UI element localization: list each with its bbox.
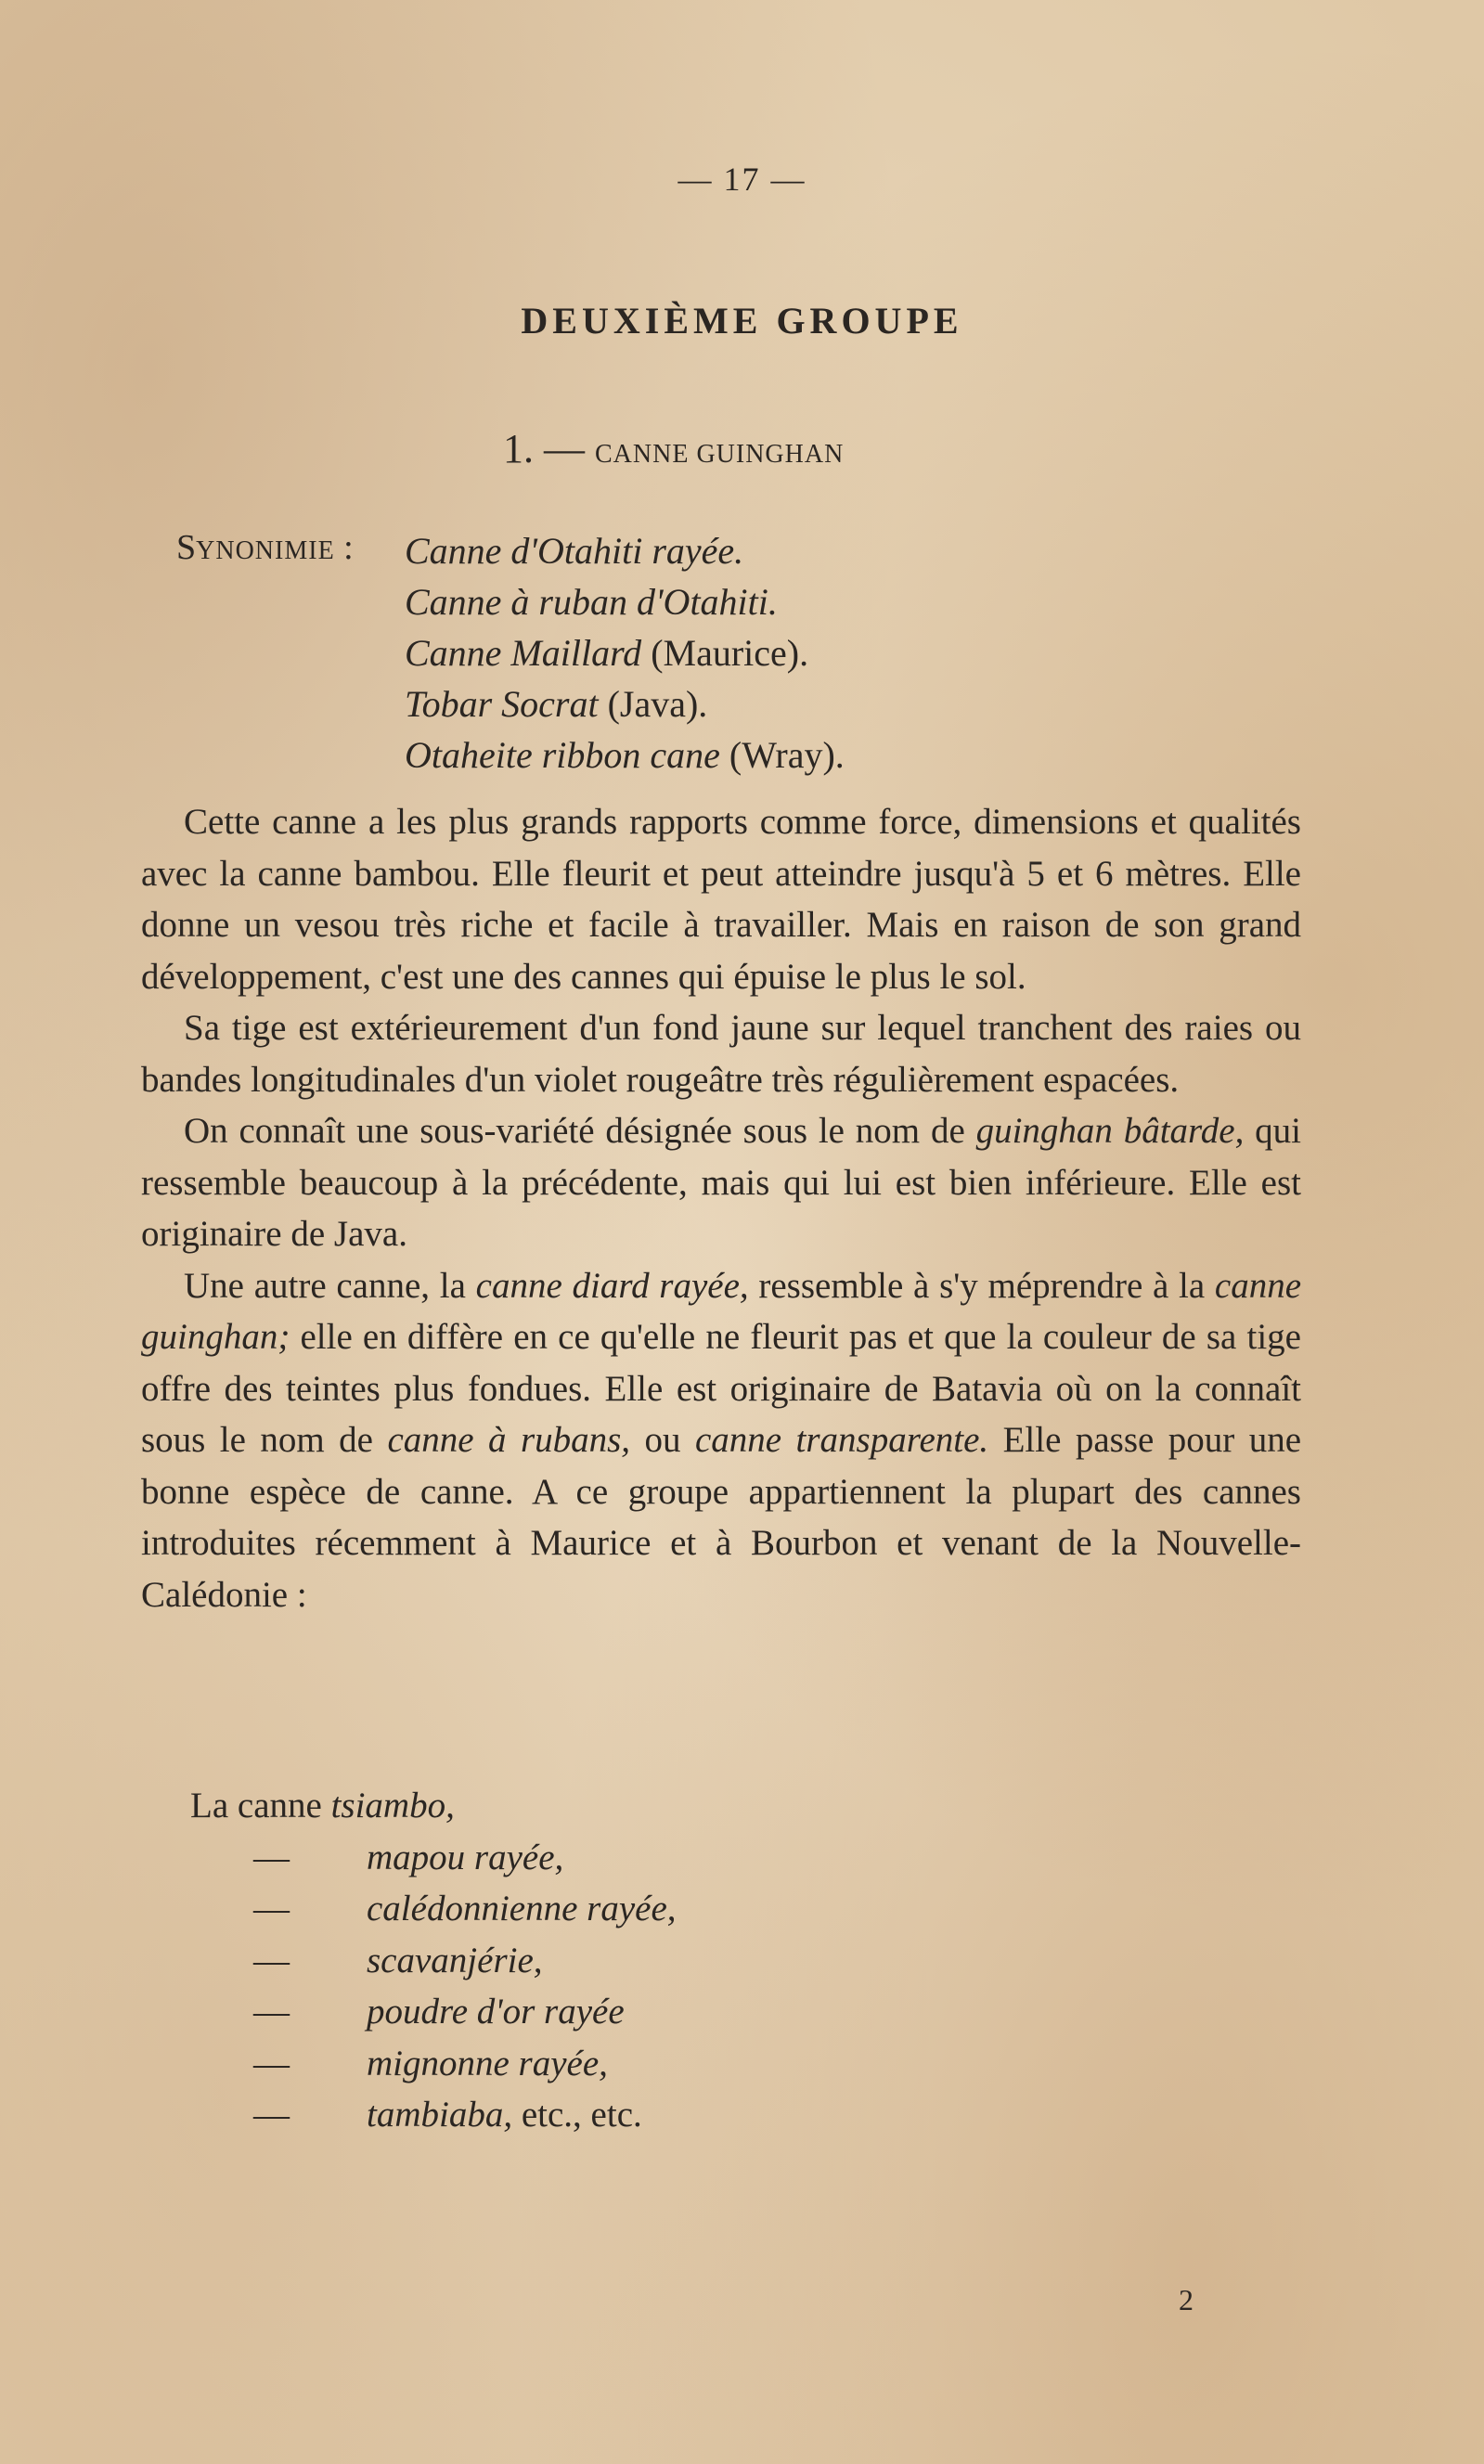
cane-item: — tambiaba, etc., etc. — [253, 2095, 642, 2135]
section-name: CANNE GUINGHAN — [595, 440, 845, 469]
synonym-item: Canne d'Otahiti rayée. — [405, 530, 744, 572]
paragraph: On connaît une sous-variété désignée sous le nom de guinghan bâtarde, qui ressemble beaucoup à la précédente, mais qui lui est bien inférieure. Elle est originaire de Java. — [141, 1111, 1301, 1254]
cane-list-intro: La canne tsiambo, — [190, 1786, 455, 1825]
page-number: — 17 — — [677, 161, 807, 198]
cane-item: — mignonne rayée, — [253, 2043, 608, 2083]
cane-list — [190, 1780, 677, 2141]
paragraph: Une autre canne, la canne diard rayée, ressemble à s'y méprendre à la canne guinghan; elle en diffère en ce qu'elle ne fleurit pas et que la couleur de sa tige offre des teintes plus fondues. Elle est originaire de Batavia où on la connaît sous le nom de canne à rubans, ou canne transparente. Elle passe pour une bonne espèce de canne. A ce groupe appartiennent la plupart des cannes introduites récemment à Maurice et à Bourbon et venant de la Nouvelle-Calédonie : — [141, 1265, 1302, 1615]
cane-item: — calédonnienne rayée, — [253, 1889, 677, 1929]
synonymie-list — [405, 525, 845, 780]
synonym-item: Canne à ruban d'Otahiti. — [405, 581, 778, 623]
cane-item: — poudre d'or rayée — [253, 1992, 625, 2032]
cane-item: — scavanjérie, — [253, 1940, 543, 1980]
paragraph: Sa tige est extérieurement d'un fond jaune sur lequel tranchent des raies ou bandes longitudinales d'un violet rougeâtre très régulièrement espacées. — [141, 1008, 1301, 1100]
group-title: DEUXIÈME GROUPE — [521, 300, 963, 342]
section-number: 1. — — [503, 426, 585, 471]
section-title — [503, 425, 844, 472]
synonym-item: Tobar Socrat (Java). — [405, 683, 708, 725]
paragraph: Cette canne a les plus grands rapports comme force, dimensions et qualités avec la canne bambou. Elle fleurit et peut atteindre jusqu'à 5 et 6 mètres. Elle donne un vesou très riche et facile à travailler. Mais en raison de son grand développement, c'est une des cannes qui épuise le plus le sol. — [141, 802, 1301, 997]
cane-item: — mapou rayée, — [253, 1837, 564, 1877]
synonymie-label: SYNONIMIE : — [176, 528, 354, 567]
synonym-item: Canne Maillard (Maurice). — [405, 632, 809, 674]
synonym-item: Otaheite ribbon cane (Wray). — [405, 734, 845, 776]
body-text — [141, 796, 1301, 1620]
signature-mark: 2 — [1179, 2283, 1194, 2316]
